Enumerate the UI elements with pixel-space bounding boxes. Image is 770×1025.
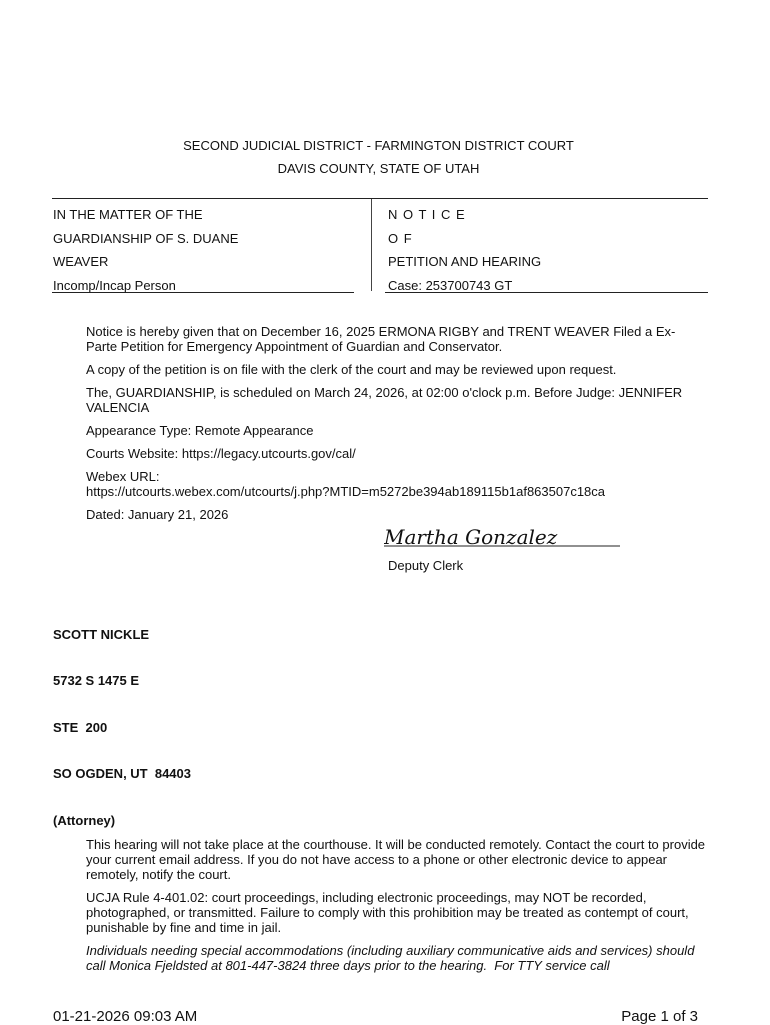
attorney-city: SO OGDEN, UT 84403: [53, 766, 191, 781]
notice-body: [86, 324, 706, 530]
caption-right-underline: [385, 292, 708, 293]
signature-name: Martha Gonzalez: [384, 528, 558, 549]
caption-right-line-1: N O T I C E: [388, 207, 466, 222]
caption-left-line-3: WEAVER: [53, 254, 109, 269]
caption-left-line-4: Incomp/Incap Person: [53, 278, 176, 293]
court-name: SECOND JUDICIAL DISTRICT - FARMINGTON DISTRICT COURT: [183, 138, 574, 153]
caption-divider: [371, 199, 372, 291]
attorney-street: 5732 S 1475 E: [53, 673, 140, 688]
caption-left-line-1: IN THE MATTER OF THE: [53, 207, 203, 222]
dated: Dated: January 21, 2026: [86, 507, 229, 522]
attorney-name: SCOTT NICKLE: [53, 627, 150, 642]
caption-right-line-2: O F: [388, 231, 413, 246]
caption-left-underline: [52, 292, 354, 293]
appearance-type: Appearance Type: Remote Appearance: [86, 423, 314, 438]
caption-left-line-2: GUARDIANSHIP OF S. DUANE: [53, 231, 239, 246]
recording-rule: UCJA Rule 4-401.02: court proceedings, including electronic proceedings, may NOT be recorded, photographed, or transmitted. Failure to comply with this prohibition may be treated as contempt of court, punishable by fine and time in jail.: [86, 890, 689, 935]
courts-website: Courts Website: https://legacy.utcourts.gov/cal/: [86, 446, 356, 461]
footer-timestamp: 01-21-2026 09:03 AM: [53, 1008, 198, 1025]
instructions-body: [86, 837, 706, 981]
notice-paragraph-filing: Notice is hereby given that on December 16, 2025 ERMONA RIGBY and TRENT WEAVER Filed a Ex- Parte Petition for Emergency Appointment of Guardian and Conservator.: [86, 324, 676, 354]
signature-title: Deputy Clerk: [388, 558, 464, 573]
remote-hearing-notice: This hearing will not take place at the courthouse. It will be conducted remotely. Contact the court to provide your current email address. If you do not have access to a phone or other electronic device to appear remotely, notify the court.: [86, 837, 706, 882]
page-number: Page 1 of 3: [621, 1008, 698, 1025]
attorney-role: (Attorney): [53, 813, 116, 828]
attorney-suite: STE 200: [53, 720, 108, 735]
webex-url-label: Webex URL:: [86, 469, 160, 484]
court-county: DAVIS COUNTY, STATE OF UTAH: [277, 161, 480, 176]
webex-url-link[interactable]: https://utcourts.webex.com/utcourts/j.php?MTID=m5272be394ab189115b1af863507c18ca: [86, 484, 606, 499]
accommodations-notice: Individuals needing special accommodations (including auxiliary communicative aids and services) should call Monica Fjeldsted at 801-447-3824 three days prior to the hearing. For TTY service call: [86, 943, 699, 973]
case-number: Case: 253700743 GT: [388, 278, 513, 293]
notice-paragraph-schedule: The, GUARDIANSHIP, is scheduled on March 24, 2026, at 02:00 o'clock p.m. Before Judge: JENNIFER VALENCIA: [86, 385, 683, 415]
webex-url: [86, 469, 706, 499]
caption-right-line-3: PETITION AND HEARING: [388, 254, 542, 269]
notice-paragraph-copy: A copy of the petition is on file with the clerk of the court and may be reviewed upon request.: [86, 362, 617, 377]
caption-top-rule: [52, 198, 708, 199]
